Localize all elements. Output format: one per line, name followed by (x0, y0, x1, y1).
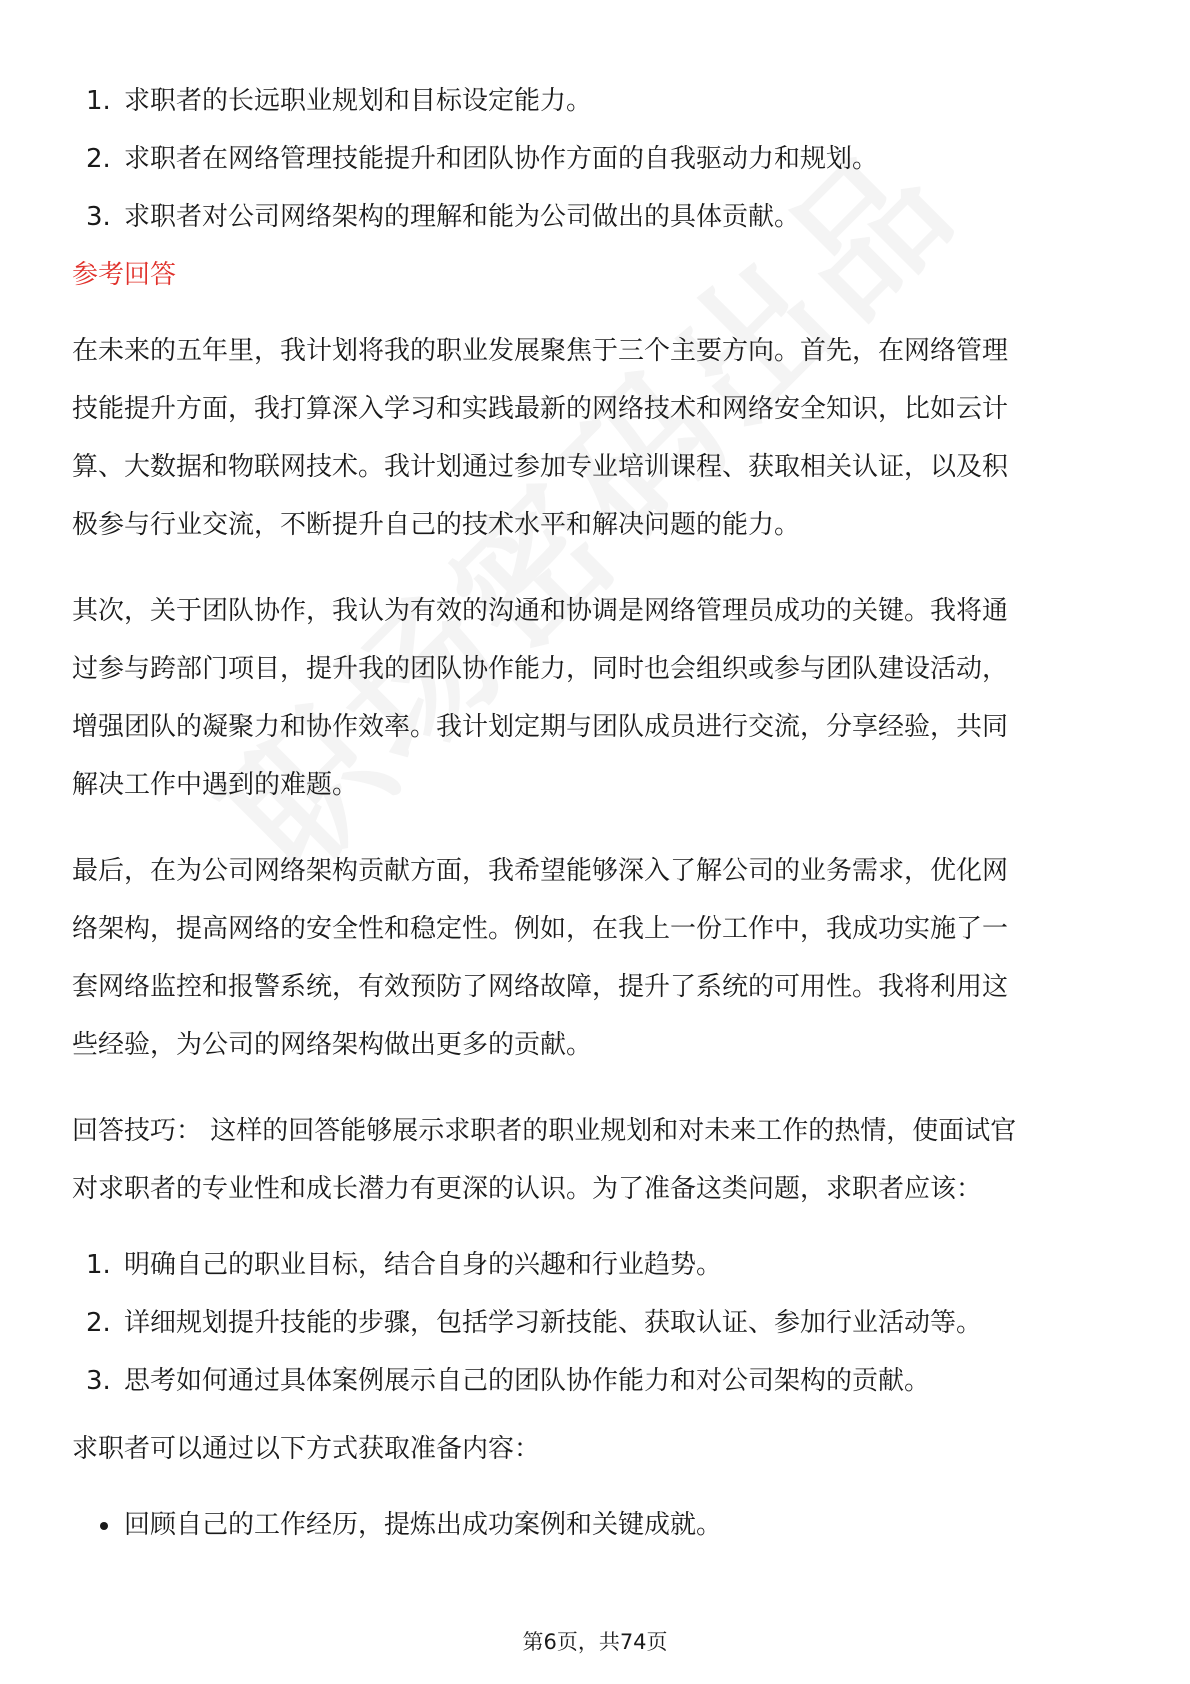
answer-paragraph-1 (72, 322, 1122, 554)
list-item (72, 82, 1122, 120)
paragraph-line: 增强团队的凝聚力和协作效率。我计划定期与团队成员进行交流，分享经验，共同 (72, 712, 1009, 742)
paragraph-line: 其次，关于团队协作，我认为有效的沟通和协调是网络管理员成功的关键。我将通 (72, 596, 1009, 626)
paragraph-line: 回答技巧： 这样的回答能够展示求职者的职业规划和对未来工作的热情，使面试官 (72, 1116, 1017, 1146)
paragraph-line: 过参与跨部门项目，提升我的团队协作能力，同时也会组织或参与团队建设活动， (72, 654, 1009, 684)
paragraph-line: 算、大数据和物联网技术。我计划通过参加专业培训课程、获取相关认证，以及积 (72, 452, 1009, 482)
preparation-steps-list (72, 1246, 1122, 1400)
paragraph-line: 求职者可以通过以下方式获取准备内容： (72, 1434, 541, 1464)
list-number: 3. (86, 1366, 111, 1396)
list-item (72, 1362, 1122, 1400)
paragraph-line: 解决工作中遇到的难题。 (72, 770, 359, 800)
list-number: 2. (86, 1308, 111, 1338)
list-number: 1. (86, 86, 111, 116)
bullet-dot-icon (100, 1522, 108, 1530)
list-item-text: 求职者的长远职业规划和目标设定能力。 (124, 86, 593, 116)
question-intent-list (72, 82, 1122, 236)
bullet-item (72, 1506, 1122, 1544)
list-item-text: 详细规划提升技能的步骤，包括学习新技能、获取认证、参加行业活动等。 (124, 1308, 983, 1338)
paragraph-line: 技能提升方面，我打算深入学习和实践最新的网络技术和网络安全知识，比如云计 (72, 394, 1009, 424)
list-item-text: 思考如何通过具体案例展示自己的团队协作能力和对公司架构的贡献。 (124, 1366, 931, 1396)
paragraph-line: 对求职者的专业性和成长潜力有更深的认识。为了准备这类问题，求职者应该： (72, 1174, 983, 1204)
bullet-item-text: 回顾自己的工作经历，提炼出成功案例和关键成就。 (124, 1510, 723, 1540)
paragraph-line: 套网络监控和报警系统，有效预防了网络故障，提升了系统的可用性。我将利用这 (72, 972, 1009, 1002)
list-item-text: 求职者在网络管理技能提升和团队协作方面的自我驱动力和规划。 (124, 144, 879, 174)
paragraph-line: 些经验，为公司的网络架构做出更多的贡献。 (72, 1030, 593, 1060)
list-item (72, 140, 1122, 178)
answer-paragraph-2 (72, 582, 1122, 814)
page-footer: 第6页，共74页 (522, 1630, 668, 1654)
answer-heading: 参考回答 (72, 260, 177, 290)
list-item (72, 1304, 1122, 1342)
paragraph-line: 最后，在为公司网络架构贡献方面，我希望能够深入了解公司的业务需求，优化网 (72, 856, 1009, 886)
preparation-bullet-list (72, 1506, 1122, 1544)
list-item-text: 求职者对公司网络架构的理解和能为公司做出的具体贡献。 (124, 202, 801, 232)
answer-tips-paragraph (72, 1102, 1122, 1218)
list-item-text: 明确自己的职业目标，结合自身的兴趣和行业趋势。 (124, 1250, 723, 1280)
answer-paragraph-3 (72, 842, 1122, 1074)
paragraph-line: 在未来的五年里，我计划将我的职业发展聚焦于三个主要方向。首先，在网络管理 (72, 336, 1009, 366)
list-number: 2. (86, 144, 111, 174)
page-content (72, 82, 1122, 1544)
list-number: 1. (86, 1250, 111, 1280)
paragraph-line: 络架构，提高网络的安全性和稳定性。例如，在我上一份工作中，我成功实施了一 (72, 914, 1009, 944)
preparation-intro (72, 1420, 1122, 1478)
list-item (72, 198, 1122, 236)
paragraph-line: 极参与行业交流，不断提升自己的技术水平和解决问题的能力。 (72, 510, 801, 540)
list-number: 3. (86, 202, 111, 232)
list-item (72, 1246, 1122, 1284)
